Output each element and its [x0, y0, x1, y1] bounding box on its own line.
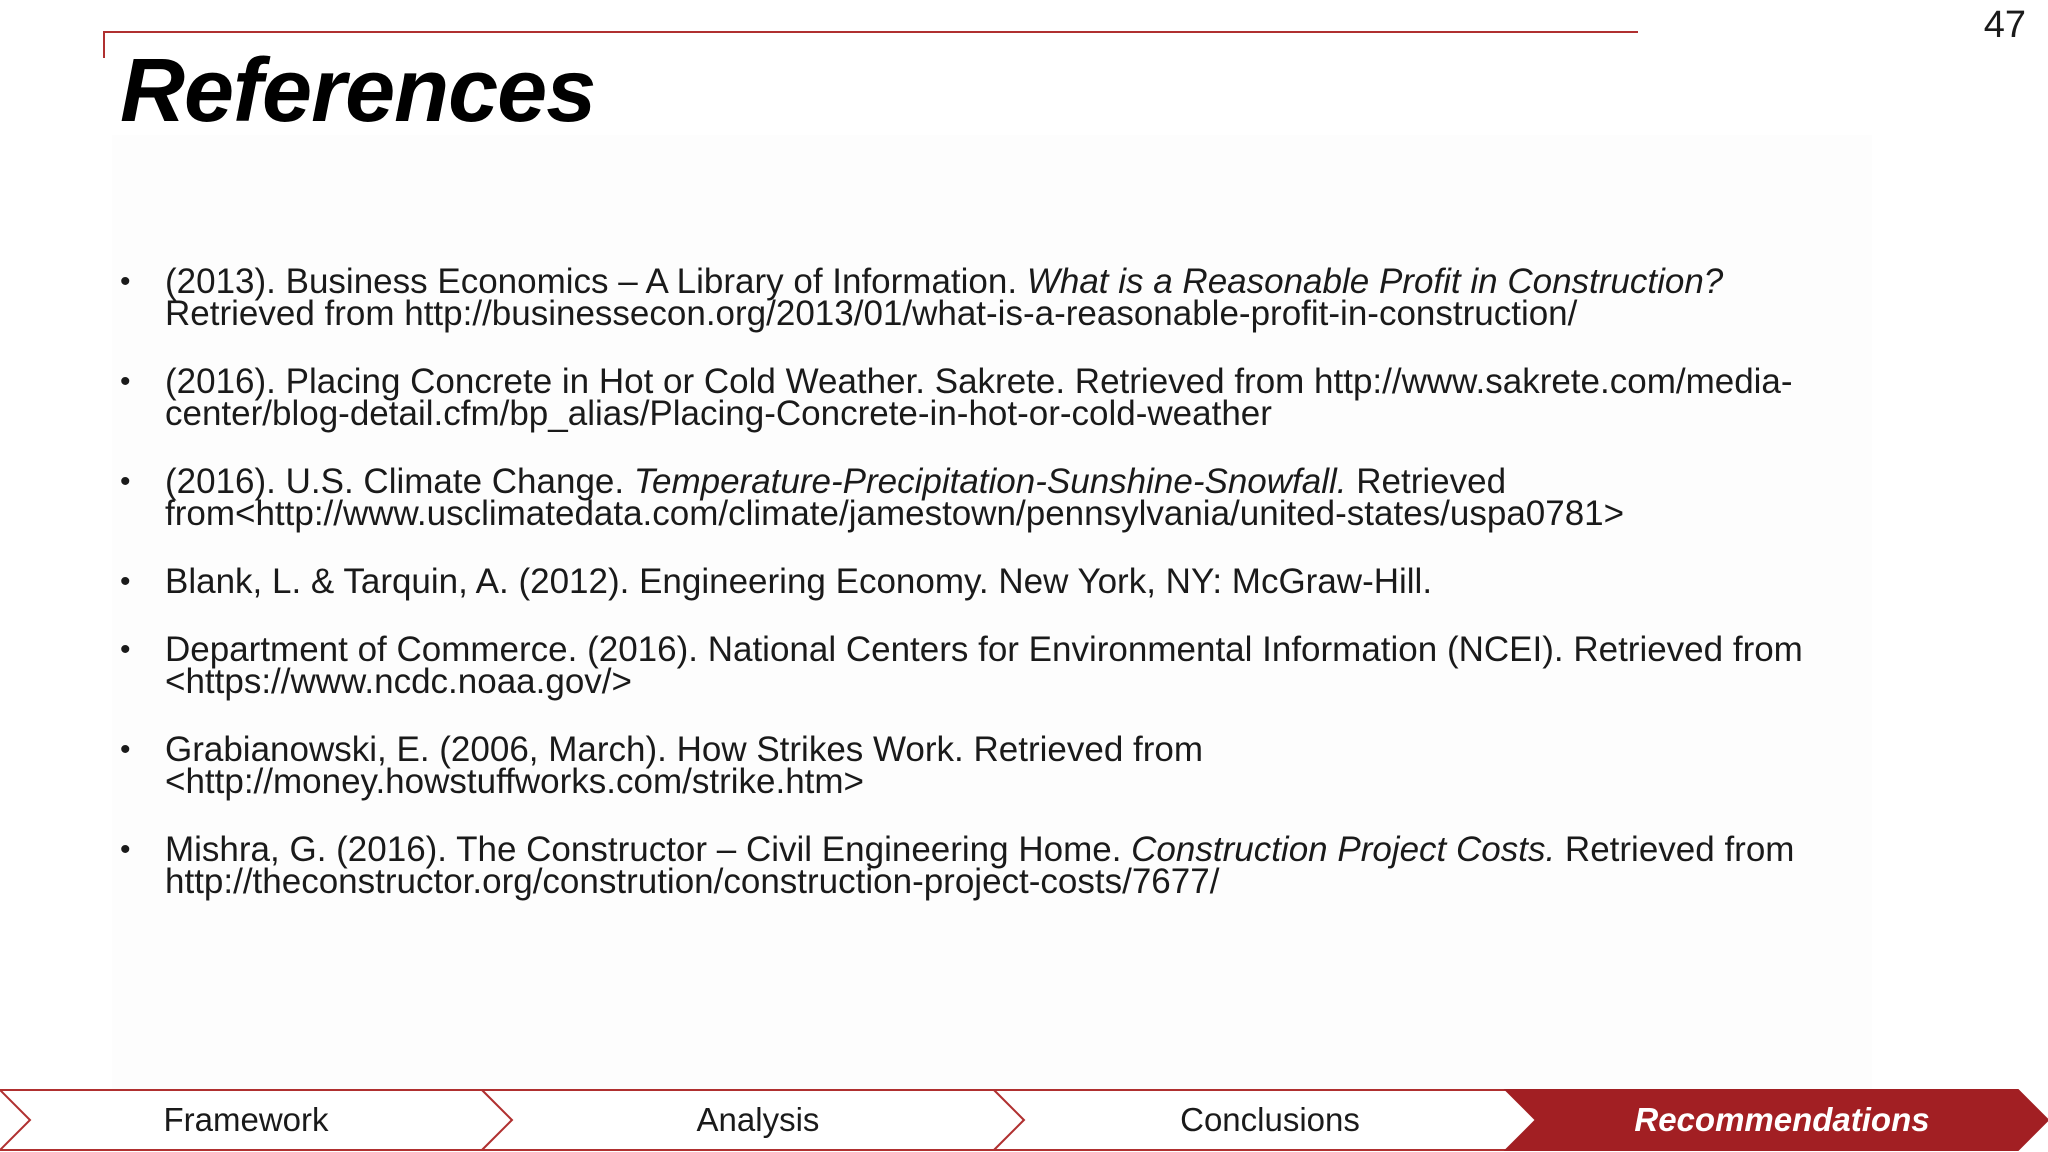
reference-item — [120, 462, 1880, 533]
reference-text: (2016). U.S. Climate Change. — [165, 462, 634, 501]
header-rule — [103, 31, 1638, 33]
reference-text: Retrieved from http://businessecon.org/2013/01/what-is-a-reasonable-profit-in-construction/ — [165, 262, 1734, 333]
reference-text: (2016). Placing Concrete in Hot or Cold Weather. Sakrete. Retrieved from http://www.sakrete.com/media-center/blog-detail.cfm/bp_alias/Placing-Concrete-in-hot-or-cold-weather — [165, 362, 1793, 433]
reference-text: Blank, L. & Tarquin, A. (2012). Engineering Economy. New York, NY: McGraw-Hill. — [165, 562, 1433, 601]
reference-item — [120, 830, 1880, 901]
nav-tab-analysis[interactable]: Analysis — [696, 1101, 820, 1138]
nav-tab-recommendations[interactable]: Recommendations — [1634, 1101, 1930, 1138]
reference-item — [120, 262, 1880, 333]
nav-tab-framework[interactable]: Framework — [163, 1101, 329, 1138]
reference-text: Retrieved from http://theconstructor.org/constrution/construction-project-costs/7677/ — [165, 830, 1805, 901]
nav-tab-conclusions[interactable]: Conclusions — [1180, 1101, 1360, 1138]
reference-text: Department of Commerce. (2016). National Centers for Environmental Information (NCEI). Retrieved from <https://www.ncdc.noaa.gov/> — [165, 630, 1813, 701]
header-rule-tick — [103, 31, 105, 58]
reference-item — [120, 730, 1880, 801]
reference-item — [120, 362, 1880, 433]
reference-text: (2013). Business Economics – A Library of Information. — [165, 262, 1027, 301]
reference-text: Mishra, G. (2016). The Constructor – Civil Engineering Home. — [165, 830, 1132, 869]
reference-item — [120, 562, 1880, 601]
reference-title-text: Construction Project Costs. — [1131, 830, 1556, 869]
reference-item — [120, 630, 1880, 701]
slide-title: References — [120, 41, 596, 141]
reference-list — [120, 262, 1880, 934]
reference-text: Grabianowski, E. (2006, March). How Strikes Work. Retrieved from <http://money.howstuffworks.com/strike.htm> — [165, 730, 1213, 801]
section-nav — [0, 1088, 2048, 1152]
reference-title-text: What is a Reasonable Profit in Construction? — [1026, 262, 1724, 301]
reference-title-text: Temperature-Precipitation-Sunshine-Snowfall. — [633, 462, 1347, 501]
slide-number: 47 — [1983, 4, 2026, 46]
reference-text: Retrieved from<http://www.usclimatedata.com/climate/jamestown/pennsylvania/united-states/uspa0781> — [165, 462, 1625, 533]
